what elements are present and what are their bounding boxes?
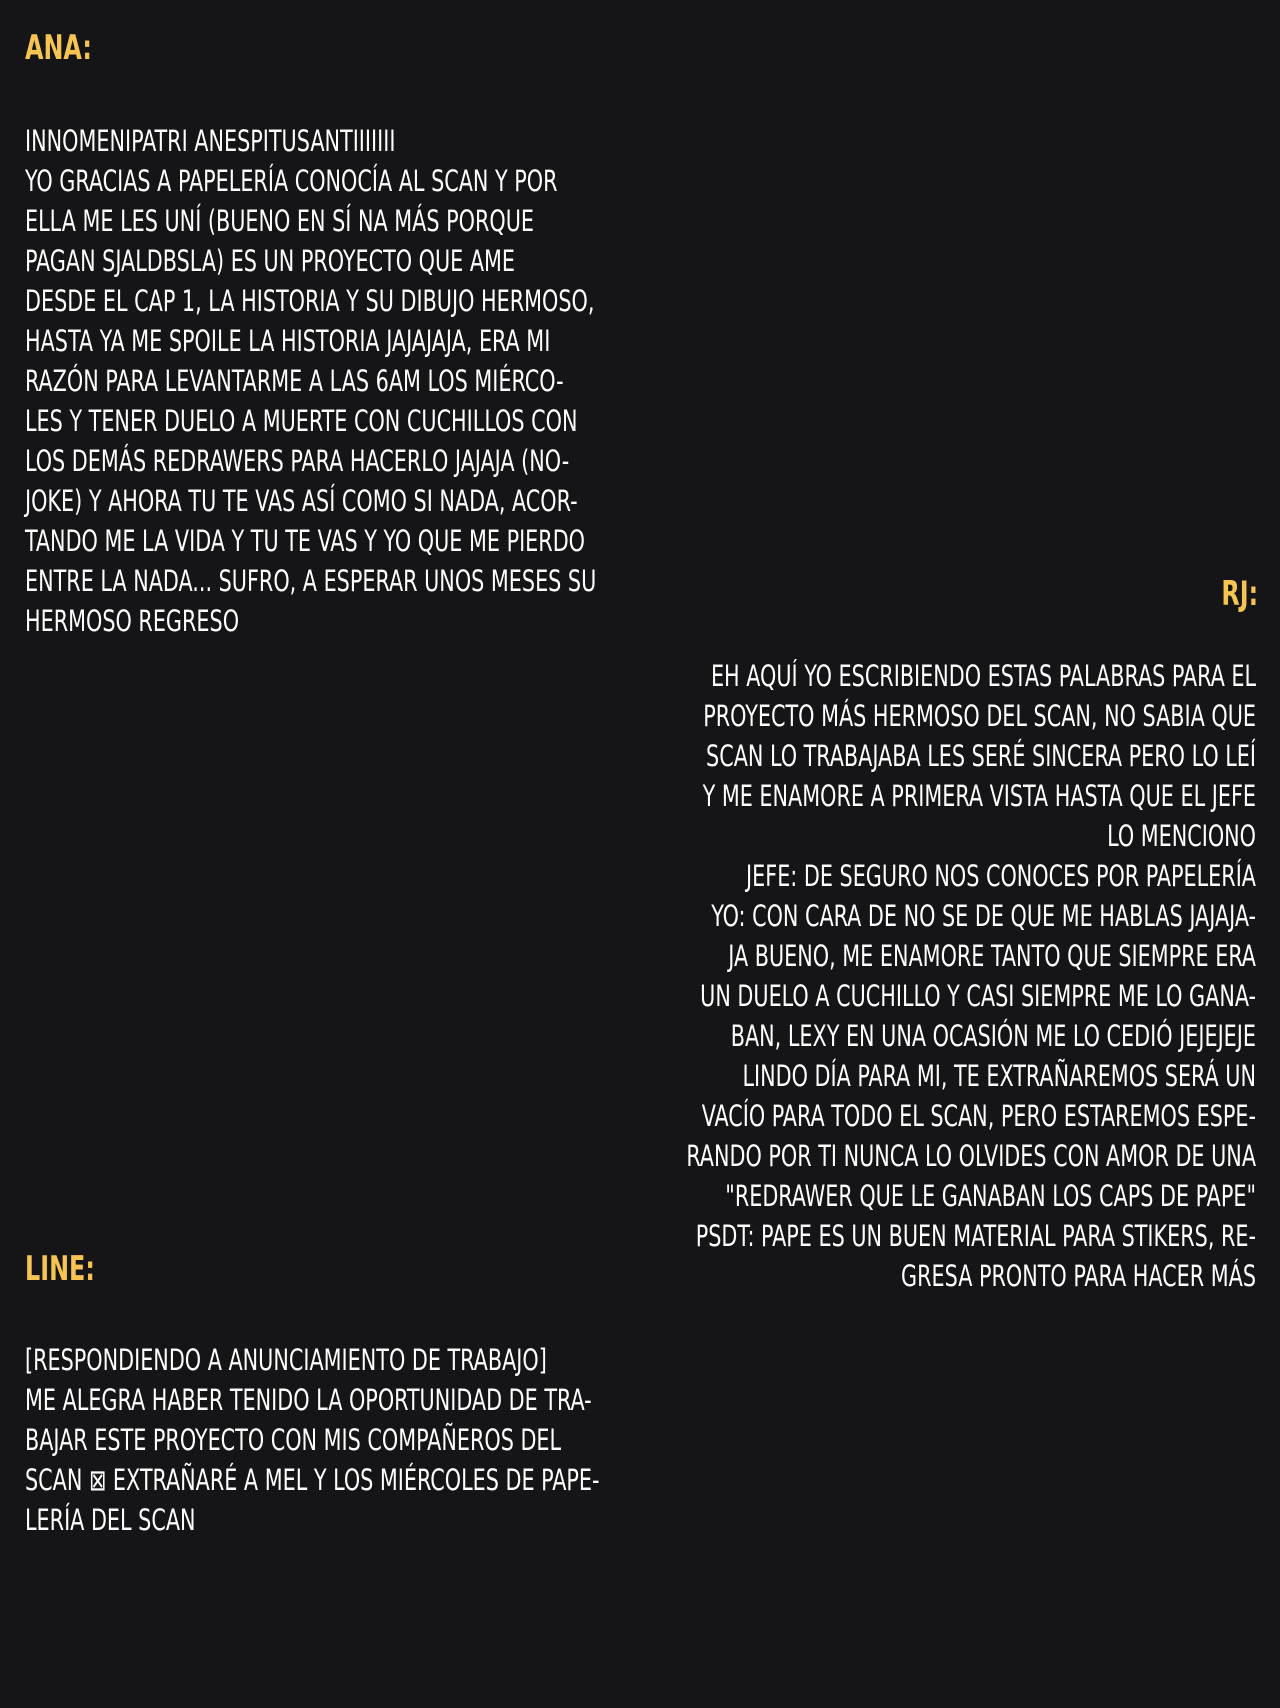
message-line: YO GRACIAS A PAPELERÍA CONOCÍA AL SCAN Y POR — [25, 164, 558, 198]
message-line: BAN, LEXY EN UNA OCASIÓN ME LO CEDIÓ JEJEJEJE — [730, 1019, 1256, 1053]
message-line: HASTA YA ME SPOILE LA HISTORIA JAJAJAJA, ERA MI — [25, 324, 551, 358]
ana-message — [25, 121, 629, 641]
message-line: LES Y TENER DUELO A MUERTE CON CUCHILLOS CON — [25, 404, 578, 438]
message-line: "REDRAWER QUE LE GANABAN LOS CAPS DE PAPE" — [725, 1179, 1256, 1213]
message-line: PAGAN SJALDBSLA) ES UN PROYECTO QUE AME — [25, 244, 516, 278]
rj-name-heading: RJ: — [1221, 574, 1258, 614]
message-line: LERÍA DEL SCAN — [25, 1503, 196, 1537]
message-line: TANDO ME LA VIDA Y TU TE VAS Y YO QUE ME PIERDO — [25, 524, 586, 558]
line-message — [25, 1340, 629, 1540]
message-line: LO MENCIONO — [1107, 819, 1256, 853]
message-line: PROYECTO MÁS HERMOSO DEL SCAN, NO SABIA QUE — [703, 699, 1256, 733]
ana-name-heading: ANA: — [25, 28, 92, 68]
message-line: RAZÓN PARA LEVANTARME A LAS 6AM LOS MIÉRCO- — [25, 364, 564, 398]
message-line: UN DUELO A CUCHILLO Y CASI SIEMPRE ME LO GANA- — [700, 979, 1256, 1013]
message-line: LOS DEMÁS REDRAWERS PARA HACERLO JAJAJA (NO- — [25, 444, 570, 478]
message-line: DESDE EL CAP 1, LA HISTORIA Y SU DIBUJO HERMOSO, — [25, 284, 595, 318]
message-line: PSDT: PAPE ES UN BUEN MATERIAL PARA STIKERS, RE- — [695, 1219, 1256, 1253]
message-line: LINDO DÍA PARA MI, TE EXTRAÑAREMOS SERÁ UN — [742, 1059, 1256, 1093]
message-line: INNOMENIPATRI ANESPITUSANTIIIIIII — [25, 124, 396, 158]
message-line: YO: CON CARA DE NO SE DE QUE ME HABLAS JAJAJA- — [711, 899, 1256, 933]
rj-message — [620, 656, 1256, 1296]
message-line: Y ME ENAMORE A PRIMERA VISTA HASTA QUE EL JEFE — [702, 779, 1256, 813]
message-line: JOKE) Y AHORA TU TE VAS ASÍ COMO SI NADA, ACOR- — [25, 484, 578, 518]
message-line: ME ALEGRA HABER TENIDO LA OPORTUNIDAD DE TRA- — [25, 1383, 592, 1417]
message-line: JEFE: DE SEGURO NOS CONOCES POR PAPELERÍA — [746, 859, 1256, 893]
line-name-heading: LINE: — [25, 1249, 95, 1289]
message-line: EH AQUÍ YO ESCRIBIENDO ESTAS PALABRAS PARA EL — [710, 659, 1256, 693]
message-line: ELLA ME LES UNÍ (BUENO EN SÍ NA MÁS PORQUE — [25, 204, 534, 238]
message-line: JA BUENO, ME ENAMORE TANTO QUE SIEMPRE ERA — [728, 939, 1256, 973]
message-line: RANDO POR TI NUNCA LO OLVIDES CON AMOR DE UNA — [686, 1139, 1256, 1173]
message-line: SCAN LO TRABAJABA LES SERÉ SINCERA PERO LO LEÍ — [706, 739, 1256, 773]
message-line: VACÍO PARA TODO EL SCAN, PERO ESTAREMOS ESPE- — [701, 1099, 1256, 1133]
message-line: HERMOSO REGRESO — [25, 604, 240, 638]
message-line: SCAN ⊠ EXTRAÑARÉ A MEL Y LOS MIÉRCOLES DE PAPE- — [25, 1463, 600, 1497]
message-line: ENTRE LA NADA... SUFRO, A ESPERAR UNOS MESES SU — [25, 564, 597, 598]
message-line: GRESA PRONTO PARA HACER MÁS — [901, 1259, 1256, 1293]
message-line: [RESPONDIENDO A ANUNCIAMIENTO DE TRABAJO] — [25, 1343, 547, 1377]
message-line: BAJAR ESTE PROYECTO CON MIS COMPAÑEROS DEL — [25, 1423, 562, 1457]
